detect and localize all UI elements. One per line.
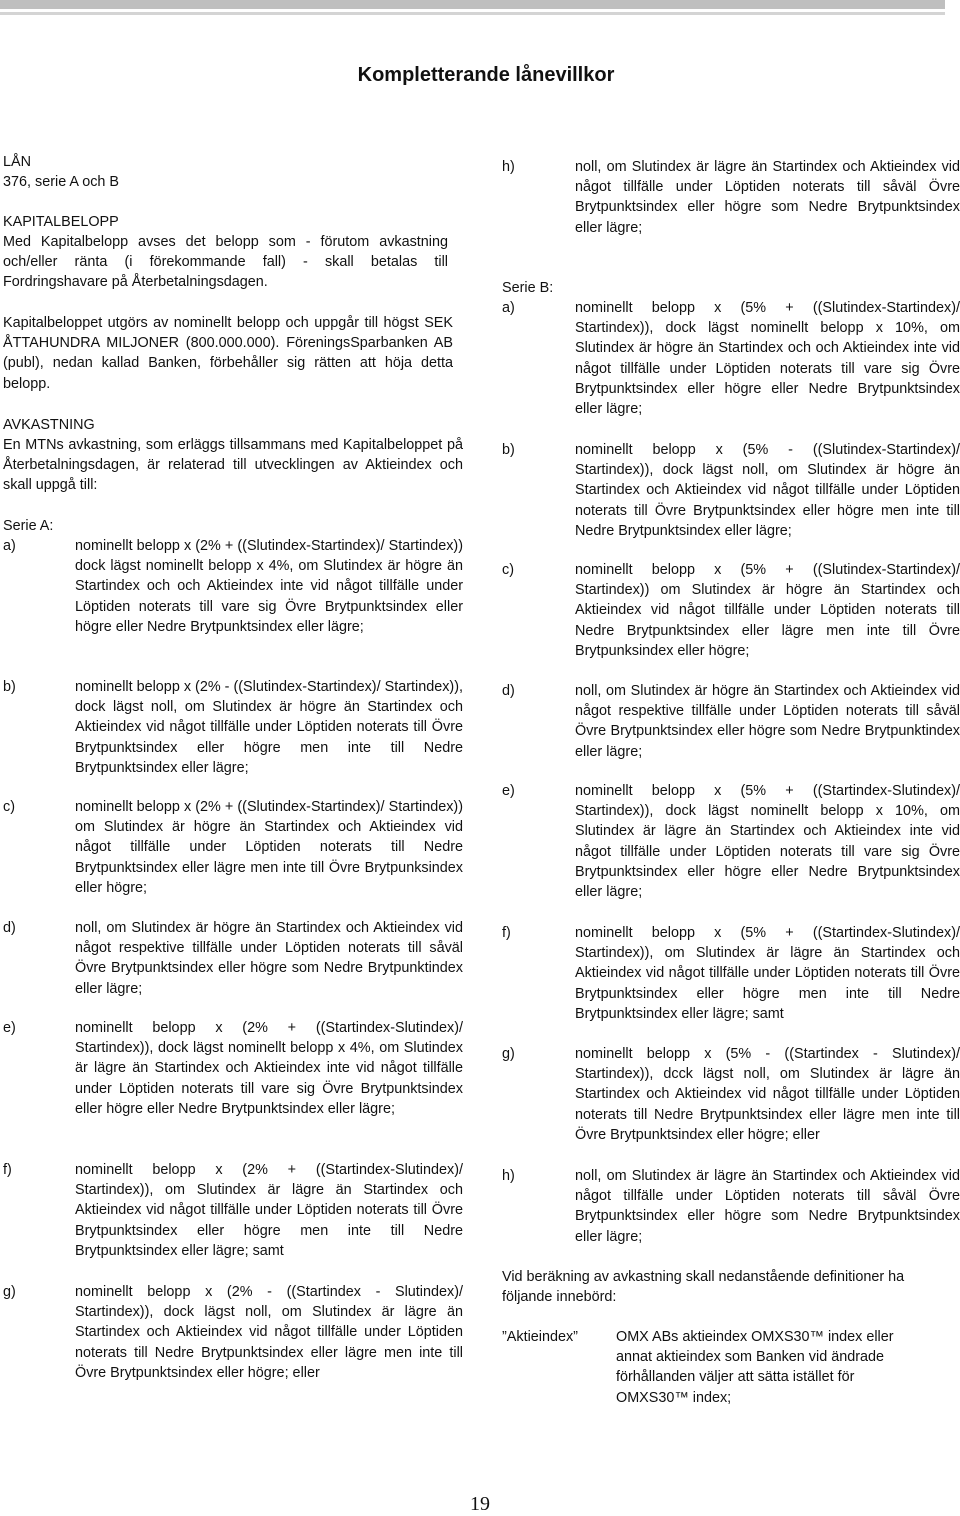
avkastning-paragraph: En MTNs avkastning, som erläggs tillsammans med Kapitalbeloppet på Återbetalningsdagen, är relaterad till utvecklingen av Aktieindex och skall uppgå till: xyxy=(3,437,463,494)
serie-a-heading: Serie A: xyxy=(3,518,54,534)
top-rule xyxy=(0,0,945,9)
item-text: nominellt belopp x (2% - ((Slutindex-Startindex)/ Startindex)), dock lägst noll, om Slutindex är högre än Startindex och Aktieindex vid något tillfälle under Löptiden noterats till Övre Brytpunktsindex eller högre men inte till Nedre Brytpunktsindex eller lägre; xyxy=(75,679,463,776)
item-letter: b) xyxy=(502,442,515,458)
item-text: noll, om Slutindex är lägre än Startindex och Aktieindex vid något tillfälle under Löptiden noterats till såväl Övre Brytpunktsindex eller högre som Nedre Brytpunktsindex eller lägre; xyxy=(575,159,960,236)
item-letter: e) xyxy=(3,1020,16,1036)
item-letter: g) xyxy=(3,1284,16,1300)
lan-value: 376, serie A och B xyxy=(3,174,120,190)
item-text: nominellt belopp x (5% + ((Slutindex-Startindex)/ Startindex)) om Slutindex är högre än Startindex och Aktieindex vid något tillfälle under Löptiden noterats till Nedre Brytpunktsindex eller lägre men inte till Övre Brytpunksindex eller högre; xyxy=(575,562,960,659)
item-text: nominellt belopp x (2% + ((Startindex-Slutindex)/ Startindex)), om Slutindex är lägre än Startindex och Aktieindex vid något tillfälle under Löptiden noterats till Övre Brytpunktsindex eller högre men inte till Nedre Brytpunktsindex eller lägre; samt xyxy=(75,1162,463,1259)
item-text: nominellt belopp x (5% + ((Slutindex-Startindex)/ Startindex)), dock lägst nominellt belopp x 10%, om Slutindex är högre än Startindex och och Aktieindex inte vid något tillfälle under Löptiden noterats till vare sig Övre Brytpunktsindex eller högre eller Nedre Brytpunktsindex eller lägre; xyxy=(575,300,960,418)
top-rule-thin xyxy=(0,12,945,15)
item-letter: a) xyxy=(3,538,16,554)
definition-term-aktieindex: ”Aktieindex” xyxy=(502,1329,578,1345)
item-text: nominellt belopp x (2% + ((Slutindex-Startindex)/ Startindex)) om Slutindex är högre än Startindex och Aktieindex vid något tillfälle under Löptiden noterats till Nedre Brytpunktsindex eller lägre men inte till Övre Brytpunksindex eller högre; xyxy=(75,799,463,896)
item-letter: a) xyxy=(502,300,515,316)
item-letter: f) xyxy=(3,1162,12,1178)
item-text: noll, om Slutindex är lägre än Startindex och Aktieindex vid något tillfälle under Löptiden noterats till såväl Övre Brytpunktsindex eller högre som Nedre Brytpunktsindex eller lägre; xyxy=(575,1168,960,1245)
kapitalbelopp-paragraph-2: Kapitalbeloppet utgörs av nominellt belopp och uppgår till högst SEK ÅTTAHUNDRA MILJONER (800.000.000). FöreningsSparbanken AB (publ), nedan kallad Banken, förbehåller sig rätten att höja detta belopp. xyxy=(3,315,453,392)
definitions-intro: Vid beräkning av avkastning skall nedanstående definitioner ha följande innebörd: xyxy=(502,1269,905,1306)
item-letter: h) xyxy=(502,159,515,175)
item-text: nominellt belopp x (5% - ((Slutindex-Startindex)/ Startindex)), dock lägst noll, om Slutindex är högre än Startindex och Aktieindex vid något tillfälle under Löptiden noterats till Övre Brytpunktsindex eller högre men inte till Nedre Brytpunktsindex eller lägre; xyxy=(575,442,960,539)
serie-b-heading: Serie B: xyxy=(502,280,554,296)
item-letter: d) xyxy=(502,683,515,699)
item-text: nominellt belopp x (2% + ((Startindex-Slutindex)/ Startindex)), dock lägst nominellt belopp x 4%, om Slutindex är lägre än Startindex och Aktieindex inte vid något tillfälle under Löptiden noterats till vare sig Övre Brytpunktsindex eller högre eller Nedre Brytpunktsindex eller lägre; xyxy=(75,1020,463,1117)
page-number: 19 xyxy=(470,1493,490,1515)
lan-heading: LÅN xyxy=(3,154,31,170)
item-text: noll, om Slutindex är högre än Startindex och Aktieindex vid något respektive tillfälle under Löptiden noterats till såväl Övre Brytpunktsindex eller högre som Nedre Brytpunktindex eller lägre; xyxy=(75,920,463,997)
item-text: nominellt belopp x (2% + ((Slutindex-Startindex)/ Startindex)) dock lägst nominellt belopp x 4%, om Slutindex är högre än Startindex och och Aktieindex inte vid något tillfälle under Löptiden noterats till vare sig Övre Brytpunktsindex eller högre eller Nedre Brytpunktsindex eller lägre; xyxy=(75,538,463,635)
item-text: nominellt belopp x (5% + ((Startindex-Slutindex)/ Startindex)), dock lägst nominellt belopp x 10%, om Slutindex är lägre än Startindex och Aktieindex inte vid något tillfälle under Löptiden noterats till vare sig Övre Brytpunktsindex eller högre eller Nedre Brytpunktsindex eller lägre; xyxy=(575,783,960,901)
item-letter: h) xyxy=(502,1168,515,1184)
item-letter: c) xyxy=(3,799,15,815)
item-letter: f) xyxy=(502,925,511,941)
item-letter: d) xyxy=(3,920,16,936)
item-letter: e) xyxy=(502,783,515,799)
page-title: Kompletterande lånevillkor xyxy=(357,64,615,86)
item-text: nominellt belopp x (2% - ((Startindex - Slutindex)/ Startindex)), dock lägst noll, om Slutindex är lägre än Startindex och Aktieindex vid något tillfälle under Löptiden noterats till Nedre Brytpunktsindex eller lägre men inte till Övre Brytpunktsindex eller högre; eller xyxy=(75,1284,463,1381)
avkastning-heading: AVKASTNING xyxy=(3,417,95,433)
kapitalbelopp-paragraph-1: Med Kapitalbelopp avses det belopp som - förutom avkastning och/eller ränta (i förekommande fall) - skall betalas till Fordringshavare på Återbetalningsdagen. xyxy=(3,234,448,291)
definition-text-aktieindex: OMX ABs aktieindex OMXS30™ index eller annat aktieindex som Banken vid ändrade förhållanden väljer att sätta istället för OMXS30™ index; xyxy=(616,1329,894,1406)
item-text: nominellt belopp x (5% - ((Startindex - Slutindex)/ Startindex)), dcck lägst noll, om Slutindex är lägre än Startindex och Aktieindex vid något tillfälle under Löptiden noterats till Nedre Brytpunktsindex eller lägre men inte till Övre Brytpunktsindex eller högre; eller xyxy=(575,1046,960,1143)
item-text: nominellt belopp x (5% + ((Startindex-Slutindex)/ Startindex)), om Slutindex är lägre än Startindex och Aktieindex vid något tillfälle under Löptiden noterats till Övre Brytpunktsindex eller högre men inte till Nedre Brytpunktsindex eller lägre; samt xyxy=(575,925,960,1022)
kapitalbelopp-heading: KAPITALBELOPP xyxy=(3,214,119,230)
item-letter: b) xyxy=(3,679,16,695)
item-letter: c) xyxy=(502,562,514,578)
item-letter: g) xyxy=(502,1046,515,1062)
item-text: noll, om Slutindex är högre än Startindex och Aktieindex vid något respektive tillfälle under Löptiden noterats till såväl Övre Brytpunktsindex eller högre som Nedre Brytpunktindex eller lägre; xyxy=(575,683,960,760)
